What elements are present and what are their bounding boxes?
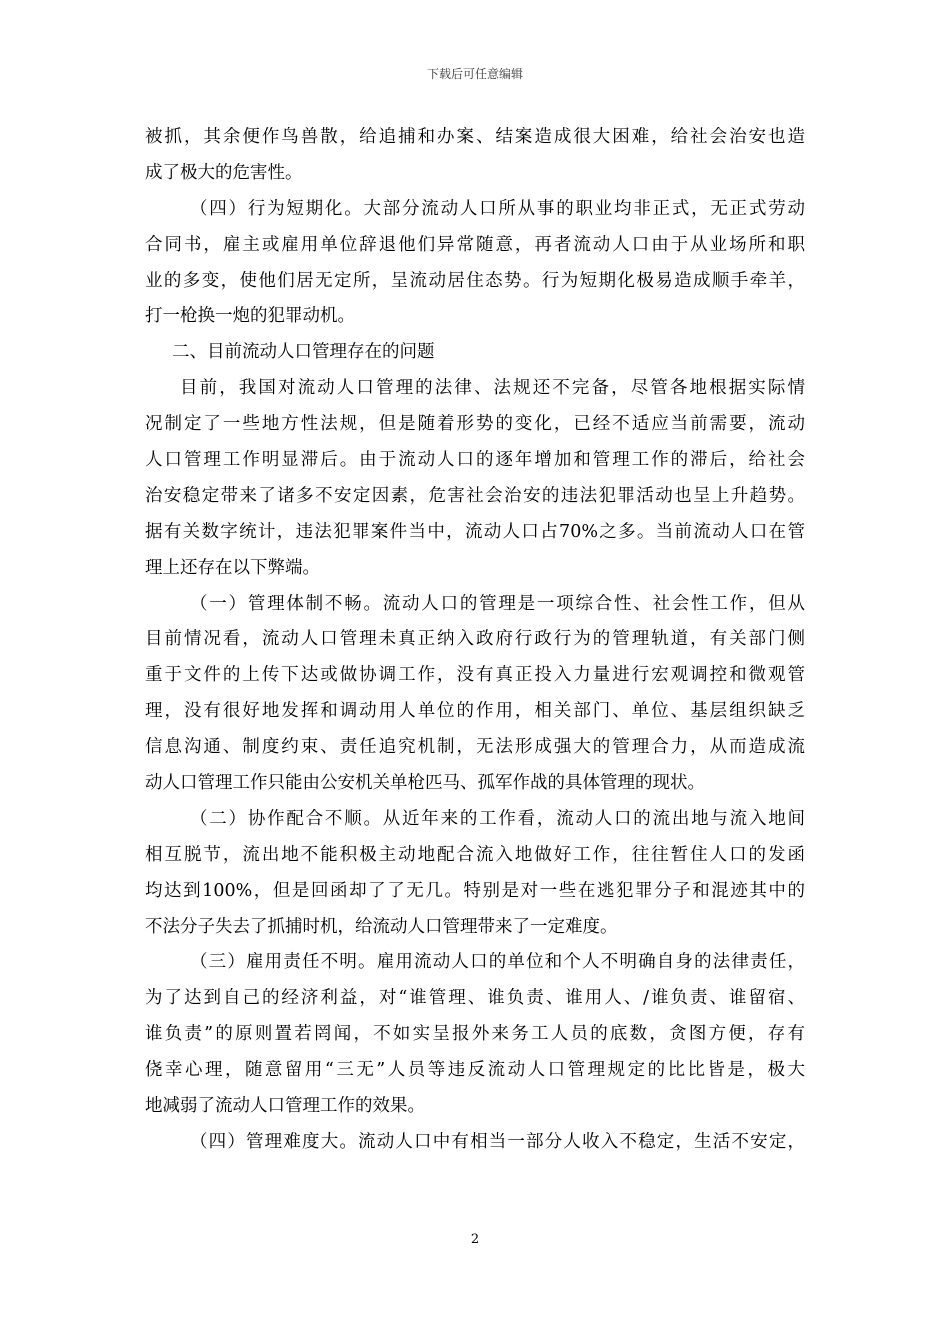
document-body bbox=[145, 120, 805, 1161]
paragraph-start-line: （一）管理体制不畅。流动人口的管理是一项综合性、社会性工作，但从 bbox=[190, 593, 805, 614]
text-line: 重于文件的上传下达或做协调工作，没有真正投入力量进行宏观调控和微观管 bbox=[145, 665, 805, 686]
text-line: 目前情况看，流动人口管理未真正纳入政府行政行为的管理轨道，有关部门侧 bbox=[145, 629, 805, 650]
text-line: 相互脱节，流出地不能积极主动地配合流入地做好工作，往往暂住人口的发函 bbox=[145, 844, 805, 865]
text-line: 侥幸心理，随意留用“三无”人员等违反流动人口管理规定的比比皆是，极大 bbox=[145, 1060, 805, 1081]
text-line: 被抓，其余便作鸟兽散，给追捕和办案、结案造成很大困难，给社会治安也造 bbox=[145, 127, 805, 147]
text-line: 理，没有很好地发挥和调动用人单位的作用，相关部门、单位、基层组织缺乏 bbox=[145, 701, 805, 722]
paragraph-start-line: （四）管理难度大。流动人口中有相当一部分人收入不稳定，生活不安定， bbox=[190, 1131, 805, 1152]
text-line: 为了达到自己的经济利益，对“谁管理、谁负责、谁用人、/谁负责、谁留宿、 bbox=[145, 988, 805, 1009]
text-line: 业的多变，使他们居无定所，呈流动居住态势。行为短期化极易造成顺手牵羊， bbox=[145, 270, 805, 291]
text-line: 理上还存在以下弊端。 bbox=[145, 557, 320, 578]
paragraph-start-line: （二）协作配合不顺。从近年来的工作看，流动人口的流出地与流入地间 bbox=[190, 808, 805, 829]
text-line: 地减弱了流动人口管理工作的效果。 bbox=[145, 1096, 425, 1117]
section-heading: 二、目前流动人口管理存在的问题 bbox=[172, 342, 435, 363]
text-line: 况制定了一些地方性法规，但是随着形势的变化，已经不适应当前需要，流动 bbox=[145, 414, 805, 435]
text-line: 谁负责”的原则置若罔闻，不如实呈报外来务工人员的底数，贪图方便，存有 bbox=[145, 1024, 805, 1045]
page-header: 下载后可任意编辑 bbox=[426, 67, 523, 81]
text-line: 打一枪换一炮的犯罪动机。 bbox=[145, 306, 355, 327]
text-line: 不法分子失去了抓捕时机，给流动人口管理带来了一定难度。 bbox=[145, 916, 618, 937]
page-number: 2 bbox=[470, 1232, 480, 1247]
text-line: 成了极大的危害性。 bbox=[145, 162, 303, 183]
text-line: 据有关数字统计，违法犯罪案件当中，流动人口占70%之多。当前流动人口在管 bbox=[145, 521, 805, 542]
text-line: 人口管理工作明显滞后。由于流动人口的逐年增加和管理工作的滞后，给社会 bbox=[145, 450, 805, 471]
text-line: 治安稳定带来了诸多不安定因素，危害社会治安的违法犯罪活动也呈上升趋势。 bbox=[145, 485, 805, 506]
paragraph-start-line: （四）行为短期化。大部分流动人口所从事的职业均非正式，无正式劳动 bbox=[190, 198, 805, 219]
paragraph-start-line: 目前，我国对流动人口管理的法律、法规还不完备，尽管各地根据实际情 bbox=[180, 378, 805, 399]
text-line: 动人口管理工作只能由公安机关单枪匹马、孤军作战的具体管理的现状。 bbox=[145, 773, 705, 794]
text-line: 合同书，雇主或雇用单位辞退他们异常随意，再者流动人口由于从业场所和职 bbox=[145, 234, 805, 255]
text-line: 均达到100%，但是回函却了了无几。特别是对一些在逃犯罪分子和混迹其中的 bbox=[145, 880, 805, 901]
text-line: 信息沟通、制度约束、责任追究机制，无法形成强大的管理合力，从而造成流 bbox=[145, 737, 805, 758]
paragraph-start-line: （三）雇用责任不明。雇用流动人口的单位和个人不明确自身的法律责任， bbox=[190, 952, 805, 973]
